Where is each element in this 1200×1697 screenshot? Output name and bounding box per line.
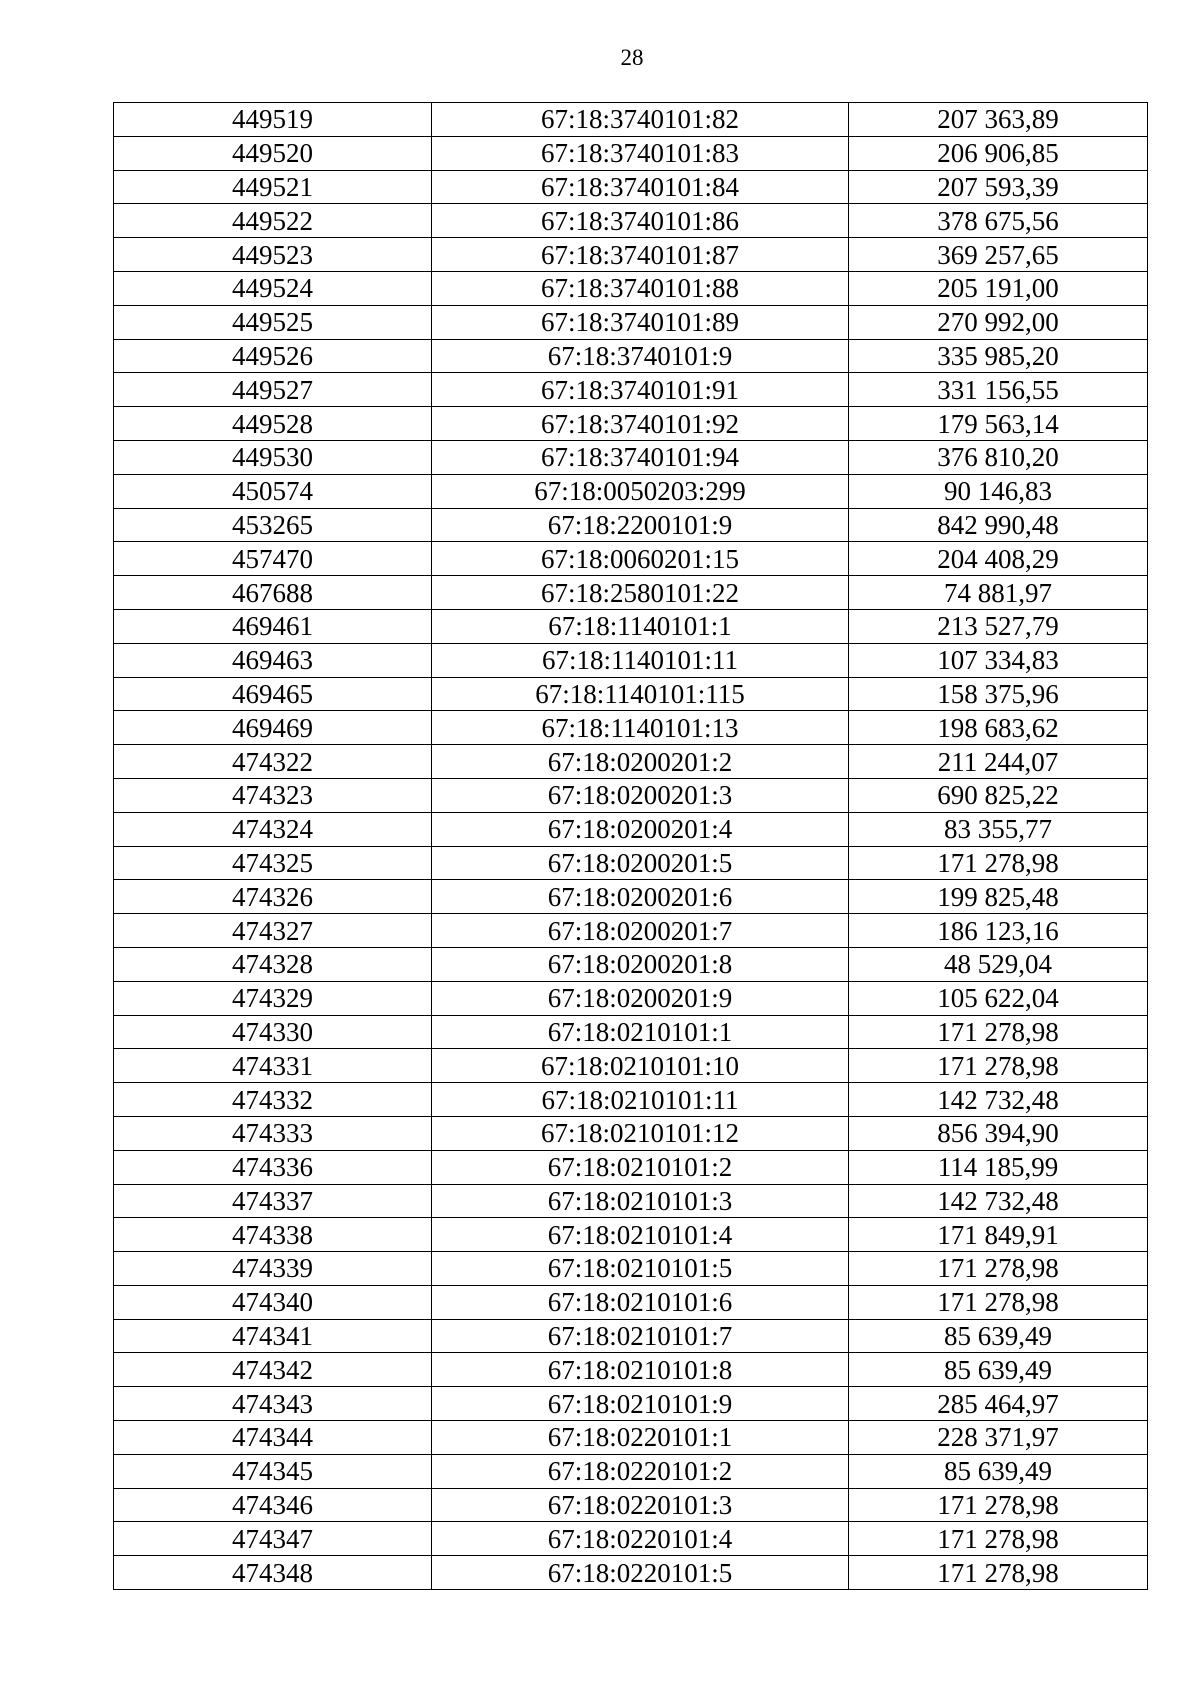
table-row xyxy=(114,1488,1148,1522)
value-cell: 114 185,99 xyxy=(849,1150,1148,1184)
cadastral-number-cell: 67:18:0200201:4 xyxy=(432,812,849,846)
cadastral-number-cell: 67:18:0200201:8 xyxy=(432,947,849,981)
record-id-cell: 449523 xyxy=(114,238,432,272)
record-id-cell: 474330 xyxy=(114,1015,432,1049)
cadastral-number-cell: 67:18:3740101:94 xyxy=(432,440,849,474)
record-id-cell: 449530 xyxy=(114,440,432,474)
table-row xyxy=(114,271,1148,305)
record-id-cell: 474325 xyxy=(114,846,432,880)
record-id-cell: 474327 xyxy=(114,914,432,948)
record-id-cell: 474344 xyxy=(114,1421,432,1455)
value-cell: 171 278,98 xyxy=(849,1285,1148,1319)
cadastral-number-cell: 67:18:0210101:9 xyxy=(432,1387,849,1421)
table-row xyxy=(114,880,1148,914)
record-id-cell: 474323 xyxy=(114,778,432,812)
cadastral-number-cell: 67:18:3740101:91 xyxy=(432,373,849,407)
record-id-cell: 474328 xyxy=(114,947,432,981)
record-id-cell: 474348 xyxy=(114,1556,432,1590)
value-cell: 213 527,79 xyxy=(849,609,1148,643)
table-row xyxy=(114,812,1148,846)
table-row xyxy=(114,1083,1148,1117)
record-id-cell: 474343 xyxy=(114,1387,432,1421)
record-id-cell: 474347 xyxy=(114,1522,432,1556)
cadastral-number-cell: 67:18:0210101:4 xyxy=(432,1218,849,1252)
value-cell: 85 639,49 xyxy=(849,1353,1148,1387)
cadastral-number-cell: 67:18:3740101:84 xyxy=(432,170,849,204)
cadastral-number-cell: 67:18:0200201:9 xyxy=(432,981,849,1015)
table-row xyxy=(114,1556,1148,1590)
table-row xyxy=(114,474,1148,508)
cadastral-number-cell: 67:18:0200201:6 xyxy=(432,880,849,914)
cadastral-number-cell: 67:18:0200201:2 xyxy=(432,745,849,779)
table-row xyxy=(114,339,1148,373)
cadastral-number-cell: 67:18:0210101:3 xyxy=(432,1184,849,1218)
table-row xyxy=(114,170,1148,204)
record-id-cell: 474331 xyxy=(114,1049,432,1083)
cadastral-number-cell: 67:18:0200201:3 xyxy=(432,778,849,812)
value-cell: 207 363,89 xyxy=(849,103,1148,137)
record-id-cell: 474339 xyxy=(114,1252,432,1286)
table-row xyxy=(114,305,1148,339)
record-id-cell: 469461 xyxy=(114,609,432,643)
value-cell: 207 593,39 xyxy=(849,170,1148,204)
table-row xyxy=(114,745,1148,779)
value-cell: 690 825,22 xyxy=(849,778,1148,812)
value-cell: 83 355,77 xyxy=(849,812,1148,846)
value-cell: 171 278,98 xyxy=(849,1252,1148,1286)
record-id-cell: 449528 xyxy=(114,407,432,441)
record-id-cell: 457470 xyxy=(114,542,432,576)
record-id-cell: 449519 xyxy=(114,103,432,137)
value-cell: 378 675,56 xyxy=(849,204,1148,238)
table-row xyxy=(114,1049,1148,1083)
value-cell: 856 394,90 xyxy=(849,1116,1148,1150)
value-cell: 85 639,49 xyxy=(849,1319,1148,1353)
value-cell: 85 639,49 xyxy=(849,1454,1148,1488)
table-row xyxy=(114,542,1148,576)
table-row xyxy=(114,103,1148,137)
cadastral-number-cell: 67:18:1140101:11 xyxy=(432,643,849,677)
cadastral-number-cell: 67:18:1140101:1 xyxy=(432,609,849,643)
table-row xyxy=(114,440,1148,474)
table-row xyxy=(114,1218,1148,1252)
value-cell: 369 257,65 xyxy=(849,238,1148,272)
value-cell: 205 191,00 xyxy=(849,271,1148,305)
record-id-cell: 474340 xyxy=(114,1285,432,1319)
table-row xyxy=(114,981,1148,1015)
value-cell: 204 408,29 xyxy=(849,542,1148,576)
table-row xyxy=(114,1150,1148,1184)
table-row xyxy=(114,238,1148,272)
cadastral-number-cell: 67:18:0210101:6 xyxy=(432,1285,849,1319)
table-row xyxy=(114,1285,1148,1319)
record-id-cell: 449520 xyxy=(114,136,432,170)
value-cell: 171 278,98 xyxy=(849,846,1148,880)
record-id-cell: 469469 xyxy=(114,711,432,745)
record-id-cell: 449526 xyxy=(114,339,432,373)
cadastral-number-cell: 67:18:0210101:8 xyxy=(432,1353,849,1387)
table-row xyxy=(114,1184,1148,1218)
record-id-cell: 467688 xyxy=(114,576,432,610)
table-row xyxy=(114,711,1148,745)
value-cell: 171 278,98 xyxy=(849,1049,1148,1083)
cadastral-number-cell: 67:18:0210101:1 xyxy=(432,1015,849,1049)
record-id-cell: 474338 xyxy=(114,1218,432,1252)
record-id-cell: 474337 xyxy=(114,1184,432,1218)
cadastral-number-cell: 67:18:0220101:3 xyxy=(432,1488,849,1522)
table-row xyxy=(114,778,1148,812)
record-id-cell: 474333 xyxy=(114,1116,432,1150)
value-cell: 376 810,20 xyxy=(849,440,1148,474)
table-row xyxy=(114,1454,1148,1488)
cadastral-number-cell: 67:18:0210101:10 xyxy=(432,1049,849,1083)
value-cell: 105 622,04 xyxy=(849,981,1148,1015)
value-cell: 270 992,00 xyxy=(849,305,1148,339)
cadastral-number-cell: 67:18:0210101:5 xyxy=(432,1252,849,1286)
value-cell: 48 529,04 xyxy=(849,947,1148,981)
cadastral-number-cell: 67:18:3740101:82 xyxy=(432,103,849,137)
value-cell: 171 849,91 xyxy=(849,1218,1148,1252)
record-id-cell: 474346 xyxy=(114,1488,432,1522)
cadastral-number-cell: 67:18:1140101:13 xyxy=(432,711,849,745)
cadastral-number-cell: 67:18:3740101:9 xyxy=(432,339,849,373)
table-row xyxy=(114,947,1148,981)
cadastral-number-cell: 67:18:3740101:86 xyxy=(432,204,849,238)
cadastral-number-cell: 67:18:3740101:83 xyxy=(432,136,849,170)
value-cell: 199 825,48 xyxy=(849,880,1148,914)
table-row xyxy=(114,609,1148,643)
record-id-cell: 469463 xyxy=(114,643,432,677)
cadastral-number-cell: 67:18:0210101:7 xyxy=(432,1319,849,1353)
record-id-cell: 474332 xyxy=(114,1083,432,1117)
cadastral-number-cell: 67:18:0200201:7 xyxy=(432,914,849,948)
record-id-cell: 474329 xyxy=(114,981,432,1015)
table-row xyxy=(114,1421,1148,1455)
table-row xyxy=(114,373,1148,407)
cadastral-number-cell: 67:18:0060201:15 xyxy=(432,542,849,576)
value-cell: 171 278,98 xyxy=(849,1522,1148,1556)
record-id-cell: 469465 xyxy=(114,677,432,711)
table-row xyxy=(114,1252,1148,1286)
record-id-cell: 474342 xyxy=(114,1353,432,1387)
record-id-cell: 449521 xyxy=(114,170,432,204)
value-cell: 228 371,97 xyxy=(849,1421,1148,1455)
page-number: 28 xyxy=(620,45,644,70)
cadastral-number-cell: 67:18:0220101:5 xyxy=(432,1556,849,1590)
value-cell: 186 123,16 xyxy=(849,914,1148,948)
value-cell: 198 683,62 xyxy=(849,711,1148,745)
table-row xyxy=(114,204,1148,238)
record-id-cell: 449524 xyxy=(114,271,432,305)
table-row xyxy=(114,508,1148,542)
record-id-cell: 453265 xyxy=(114,508,432,542)
table-row xyxy=(114,1015,1148,1049)
value-cell: 90 146,83 xyxy=(849,474,1148,508)
cadastral-number-cell: 67:18:0220101:4 xyxy=(432,1522,849,1556)
value-cell: 335 985,20 xyxy=(849,339,1148,373)
table-row xyxy=(114,1116,1148,1150)
value-cell: 158 375,96 xyxy=(849,677,1148,711)
cadastral-number-cell: 67:18:2580101:22 xyxy=(432,576,849,610)
value-cell: 142 732,48 xyxy=(849,1184,1148,1218)
record-id-cell: 474336 xyxy=(114,1150,432,1184)
value-cell: 179 563,14 xyxy=(849,407,1148,441)
cadastral-number-cell: 67:18:0210101:2 xyxy=(432,1150,849,1184)
value-cell: 171 278,98 xyxy=(849,1015,1148,1049)
value-cell: 285 464,97 xyxy=(849,1387,1148,1421)
table-row xyxy=(114,1522,1148,1556)
value-cell: 171 278,98 xyxy=(849,1556,1148,1590)
record-id-cell: 474345 xyxy=(114,1454,432,1488)
table-row xyxy=(114,677,1148,711)
cadastral-number-cell: 67:18:0050203:299 xyxy=(432,474,849,508)
value-cell: 171 278,98 xyxy=(849,1488,1148,1522)
record-id-cell: 450574 xyxy=(114,474,432,508)
table-row xyxy=(114,914,1148,948)
cadastral-number-cell: 67:18:0200201:5 xyxy=(432,846,849,880)
table-row xyxy=(114,643,1148,677)
value-cell: 142 732,48 xyxy=(849,1083,1148,1117)
record-id-cell: 449525 xyxy=(114,305,432,339)
table-row xyxy=(114,1387,1148,1421)
cadastral-number-cell: 67:18:2200101:9 xyxy=(432,508,849,542)
table-body xyxy=(114,103,1148,1590)
cadastral-number-cell: 67:18:0220101:2 xyxy=(432,1454,849,1488)
table-row xyxy=(114,1319,1148,1353)
value-cell: 211 244,07 xyxy=(849,745,1148,779)
cadastral-number-cell: 67:18:0210101:11 xyxy=(432,1083,849,1117)
cadastral-number-cell: 67:18:1140101:115 xyxy=(432,677,849,711)
value-cell: 107 334,83 xyxy=(849,643,1148,677)
record-id-cell: 449522 xyxy=(114,204,432,238)
table-row xyxy=(114,136,1148,170)
record-id-cell: 474324 xyxy=(114,812,432,846)
data-table xyxy=(113,102,1148,1590)
table-row xyxy=(114,407,1148,441)
table-row xyxy=(114,846,1148,880)
cadastral-number-cell: 67:18:3740101:87 xyxy=(432,238,849,272)
record-id-cell: 474322 xyxy=(114,745,432,779)
cadastral-number-cell: 67:18:3740101:88 xyxy=(432,271,849,305)
cadastral-number-cell: 67:18:0220101:1 xyxy=(432,1421,849,1455)
table-row xyxy=(114,1353,1148,1387)
record-id-cell: 474326 xyxy=(114,880,432,914)
cadastral-number-cell: 67:18:3740101:92 xyxy=(432,407,849,441)
record-id-cell: 474341 xyxy=(114,1319,432,1353)
cadastral-number-cell: 67:18:3740101:89 xyxy=(432,305,849,339)
record-id-cell: 449527 xyxy=(114,373,432,407)
value-cell: 206 906,85 xyxy=(849,136,1148,170)
table-row xyxy=(114,576,1148,610)
value-cell: 842 990,48 xyxy=(849,508,1148,542)
value-cell: 331 156,55 xyxy=(849,373,1148,407)
value-cell: 74 881,97 xyxy=(849,576,1148,610)
cadastral-number-cell: 67:18:0210101:12 xyxy=(432,1116,849,1150)
